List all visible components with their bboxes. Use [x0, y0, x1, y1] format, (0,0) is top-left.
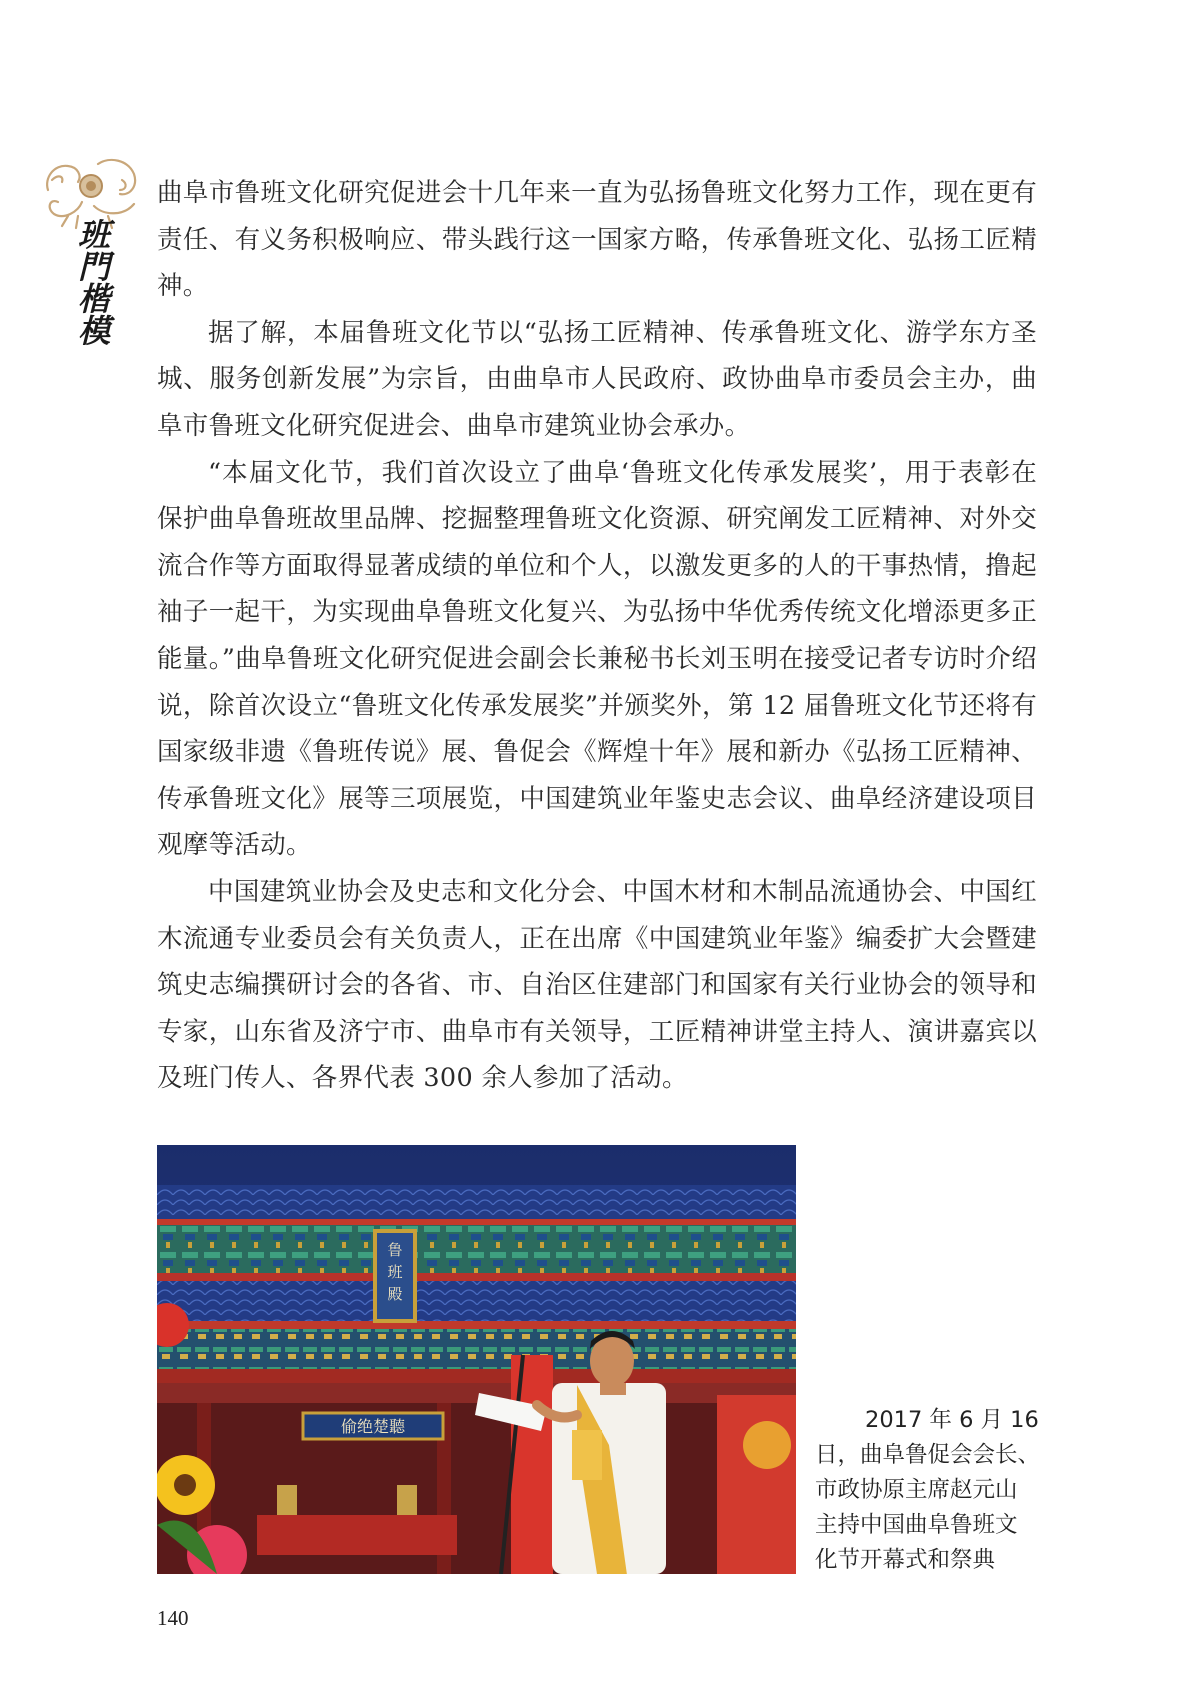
emblem-char-1: 班 — [78, 216, 111, 254]
photo-board-text: 偷绝楚聽 — [340, 1417, 406, 1436]
caption-line-1: 2017 年 6 月 16 — [865, 1407, 1039, 1433]
emblem-text — [78, 210, 118, 350]
emblem-char-2: 門 — [78, 248, 111, 286]
caption-line-4: 主持中国曲阜鲁班文 — [815, 1512, 1018, 1538]
paragraph-4: 中国建筑业协会及史志和文化分会、中国木材和木制品流通协会、中国红木流通专业委员会有关负责人，正在出席《中国建筑业年鉴》编委扩大会暨建筑史志编撰研讨会的各省、市、自治区住建部门和国家有关行业协会的领导和专家，山东省及济宁市、曲阜市有关领导，工匠精神讲堂主持人、演讲嘉宾以及班门传人、各界代表 300 余人参加了活动。 — [157, 876, 1037, 1094]
paragraph-2: 据了解，本届鲁班文化节以“弘扬工匠精神、传承鲁班文化、游学东方圣城、服务创新发展”为宗旨，由曲阜市人民政府、政协曲阜市委员会主办，曲阜市鲁班文化研究促进会、曲阜市建筑业协会承办。 — [157, 317, 1037, 441]
emblem — [38, 150, 144, 350]
caption-line-5: 化节开幕式和祭典 — [815, 1547, 996, 1573]
page-number: 140 — [157, 1606, 189, 1630]
caption-line-3: 市政协原主席赵元山 — [815, 1477, 1018, 1503]
ceremony-photo — [157, 1145, 796, 1574]
ceremony-photo-illustration — [157, 1145, 796, 1574]
paragraph-3: “本届文化节，我们首次设立了曲阜‘鲁班文化传承发展奖’，用于表彰在保护曲阜鲁班故里品牌、挖掘整理鲁班文化资源、研究阐发工匠精神、对外交流合作等方面取得显著成绩的单位和个人，以激发更多的人的干事热情，撸起袖子一起干，为实现曲阜鲁班文化复兴、为弘扬中华优秀传统文化增添更多正能量。”曲阜鲁班文化研究促进会副会长兼秘书长刘玉明在接受记者专访时介绍说，除首次设立“鲁班文化传承发展奖”并颁奖外，第 12 届鲁班文化节还将有国家级非遗《鲁班传说》展、鲁促会《辉煌十年》展和新办《弘扬工匠精神、传承鲁班文化》展等三项展览，中国建筑业年鉴史志会议、曲阜经济建设项目观摩等活动。 — [157, 457, 1037, 861]
article-body — [157, 170, 1037, 1102]
emblem-char-4: 模 — [78, 312, 111, 350]
photo-caption — [815, 1403, 1047, 1578]
photo-plaque-text: 鲁班殿 — [387, 1241, 403, 1303]
paragraph-1: 曲阜市鲁班文化研究促进会十几年来一直为弘扬鲁班文化努力工作，现在更有责任、有义务积极响应、带头践行这一国家方略，传承鲁班文化、弘扬工匠精神。 — [157, 178, 1037, 302]
caption-line-2: 日，曲阜鲁促会会长、 — [815, 1442, 1041, 1468]
emblem-char-3: 楷 — [78, 280, 111, 318]
